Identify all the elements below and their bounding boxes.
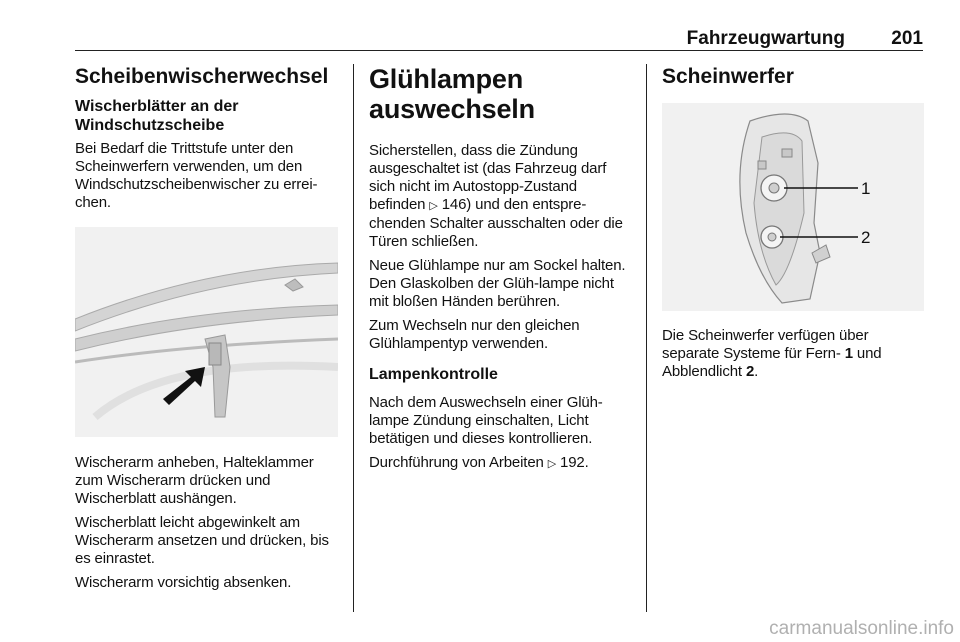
- page-reference-icon: ▷: [547, 458, 557, 470]
- callout-2: 2: [861, 228, 871, 247]
- column-bulbs: [369, 64, 633, 473]
- heading-headlight: Scheinwerfer: [662, 65, 794, 88]
- step-3: Wischerarm vorsichtig absenken.: [75, 574, 292, 591]
- column-wiper: [75, 64, 340, 592]
- subheading-lamp-check: Lampenkontrolle: [369, 366, 498, 383]
- wiper-illustration: [75, 227, 338, 437]
- step-2: Wischerblatt leicht abgewinkelt am Wischerarm ansetzen und drücken, bis es einrastet.: [75, 514, 329, 567]
- section-title: Fahrzeugwartung: [686, 28, 845, 49]
- page-header: [75, 28, 923, 51]
- paragraph-ignition: Sicherstellen, dass die Zündung ausgeschaltet ist (das Fahrzeug darf sich nicht im Autostopp-Zustand befinden ▷ 146) und den entspre-chenden Schalter ausschalten oder die Türen schließen.: [369, 142, 623, 250]
- headlight-illustration: [662, 103, 924, 311]
- page-reference-icon: ▷: [429, 200, 438, 212]
- headlight-figure: [662, 103, 924, 311]
- paragraph-intro: Bei Bedarf die Trittstufe unter den Scheinwerfern verwenden, um den Windschutzscheibenwischer zu errei-chen.: [75, 140, 318, 211]
- heading-wiper-change: Scheibenwischerwechsel: [75, 65, 329, 88]
- page-number: 201: [891, 28, 923, 49]
- step-1: Wischerarm anheben, Halteklammer zum Wischerarm drücken und Wischerblatt aushängen.: [75, 454, 314, 507]
- heading-bulb-change: Glühlampen auswechseln: [369, 64, 535, 124]
- paragraph-work: Durchführung von Arbeiten ▷ 192.: [369, 454, 589, 471]
- paragraph-handle-bulb: Neue Glühlampe nur am Sockel halten. Den Glaskolben der Glüh-lampe nicht mit bloßen Händen berühren.: [369, 257, 626, 310]
- paragraph-check: Nach dem Auswechseln einer Glüh-lampe Zündung einschalten, Licht betätigen und dieses kontrollieren.: [369, 394, 603, 447]
- wiper-figure: [75, 227, 338, 437]
- column-divider: [353, 64, 354, 612]
- column-headlight: [662, 64, 924, 381]
- paragraph-headlight-systems: Die Scheinwerfer verfügen über separate Systeme für Fern- 1 und Abblendlicht 2.: [662, 327, 882, 380]
- column-divider: [646, 64, 647, 612]
- subheading-wiper-blades: Wischerblätter an der Windschutzscheibe: [75, 98, 239, 134]
- watermark: carmanualsonline.info: [769, 618, 954, 639]
- callout-1: 1: [861, 179, 871, 198]
- paragraph-same-type: Zum Wechseln nur den gleichen Glühlampentyp verwenden.: [369, 317, 580, 352]
